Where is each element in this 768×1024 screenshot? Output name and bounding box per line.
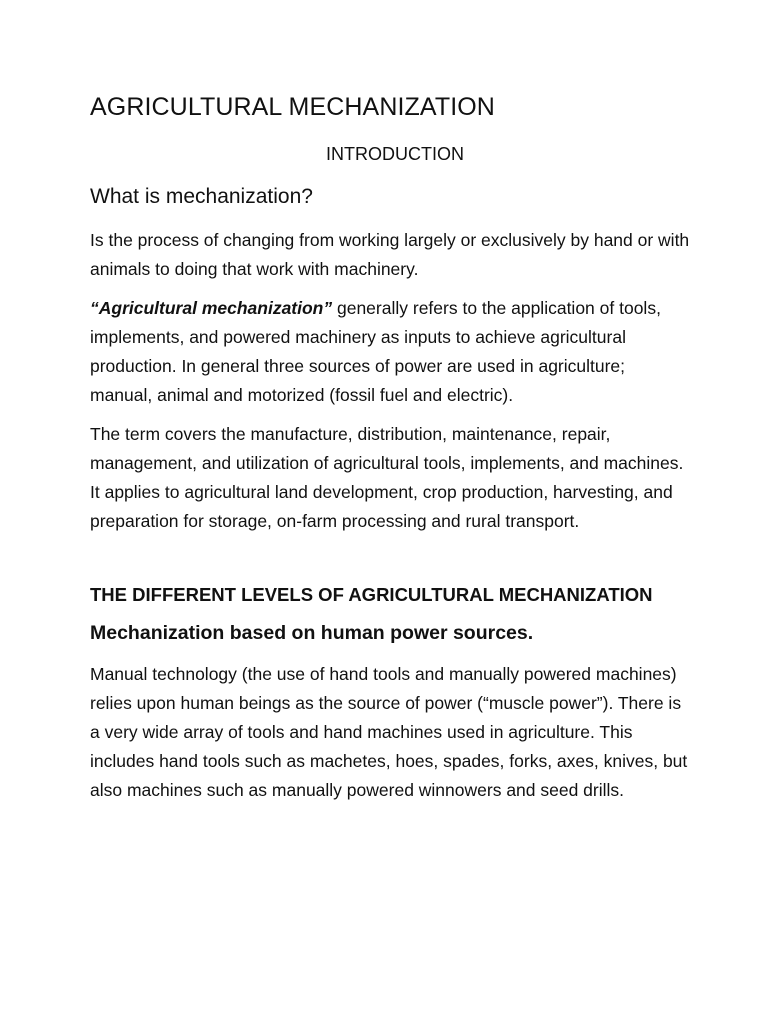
paragraph-definition: Is the process of changing from working largely or exclusively by hand or with animals to doing that work with machinery.: [90, 230, 690, 279]
document-body: [90, 93, 690, 815]
document-title: AGRICULTURAL MECHANIZATION: [90, 93, 495, 121]
emphasized-term: “Agricultural mechanization”: [90, 298, 333, 318]
paragraph-term-coverage: The term covers the manufacture, distribution, maintenance, repair, management, and utilization of agricultural tools, implements, and machines. It applies to agricultural land development, crop production, harvesting, and preparation for storage, on-farm processing and rural transport.: [90, 424, 684, 531]
document-subtitle: INTRODUCTION: [326, 144, 464, 164]
question-heading: What is mechanization?: [90, 185, 313, 208]
paragraph-text: generally refers to the application of tools, implements, and powered machinery as inputs to achieve agricultural production. In general three sources of power are used in agriculture; manual, animal and motorized (fossil fuel and electric).: [90, 298, 661, 405]
sub-heading: Mechanization based on human power sources.: [90, 622, 534, 644]
paragraph-manual-technology: Manual technology (the use of hand tools and manually powered machines) relies upon human beings as the source of power (“muscle power”). There is a very wide array of tools and hand machines used in agriculture. This includes hand tools such as machetes, hoes, spades, forks, axes, knives, but also machines such as manually powered winnowers and seed drills.: [90, 664, 688, 800]
section-heading: THE DIFFERENT LEVELS OF AGRICULTURAL MECHANIZATION: [90, 584, 653, 605]
paragraph-agricultural-mechanization: [90, 294, 690, 410]
